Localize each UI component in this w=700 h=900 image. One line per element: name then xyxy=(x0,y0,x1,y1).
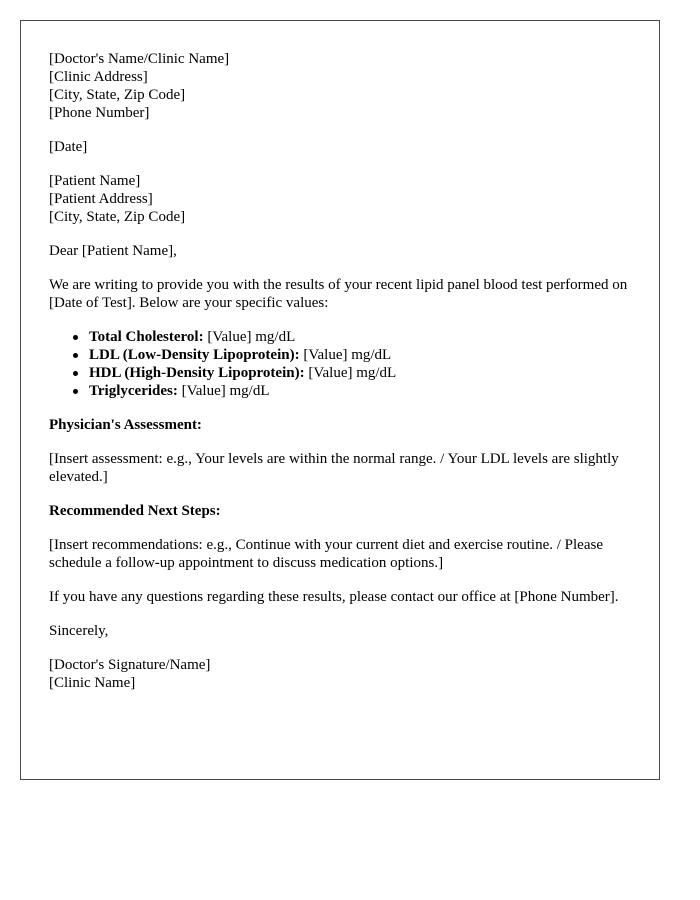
bullet-icon xyxy=(73,371,78,376)
assessment-text: [Insert assessment: e.g., Your levels are within the normal range. / Your LDL levels are slightly elevated.] xyxy=(49,451,619,485)
result-item xyxy=(89,346,629,364)
bullet-icon xyxy=(73,335,78,340)
result-label: Triglycerides: xyxy=(89,383,178,399)
result-item xyxy=(89,382,629,400)
assessment-heading: Physician's Assessment: xyxy=(49,417,202,433)
recipient-block xyxy=(49,172,629,226)
letter-frame xyxy=(20,20,660,780)
salutation: Dear [Patient Name], xyxy=(49,243,177,259)
result-value: [Value] mg/dL xyxy=(299,347,392,363)
bullet-icon xyxy=(73,389,78,394)
recipient-name: [Patient Name] xyxy=(49,173,141,189)
letter-body xyxy=(49,50,629,708)
next-steps-heading: Recommended Next Steps: xyxy=(49,503,221,519)
signature-name: [Doctor's Signature/Name] xyxy=(49,657,211,673)
sender-name: [Doctor's Name/Clinic Name] xyxy=(49,51,230,67)
sender-phone: [Phone Number] xyxy=(49,105,150,121)
contact-paragraph: If you have any questions regarding these results, please contact our office at [Phone Number]. xyxy=(49,589,619,605)
recipient-address: [Patient Address] xyxy=(49,191,153,207)
result-value: [Value] mg/dL xyxy=(177,383,270,399)
result-item xyxy=(89,328,629,346)
result-value: [Value] mg/dL xyxy=(203,329,296,345)
result-label: HDL (High-Density Lipoprotein): xyxy=(89,365,305,381)
intro-paragraph: We are writing to provide you with the results of your recent lipid panel blood test performed on [Date of Test]. Below are your specific values: xyxy=(49,277,628,311)
closing: Sincerely, xyxy=(49,623,109,639)
result-value: [Value] mg/dL xyxy=(304,365,397,381)
sender-address: [Clinic Address] xyxy=(49,69,148,85)
result-label: LDL (Low-Density Lipoprotein): xyxy=(89,347,300,363)
signature-clinic: [Clinic Name] xyxy=(49,675,136,691)
result-label: Total Cholesterol: xyxy=(89,329,204,345)
recipient-city-state-zip: [City, State, Zip Code] xyxy=(49,209,186,225)
bullet-icon xyxy=(73,353,78,358)
letter-date: [Date] xyxy=(49,139,88,155)
result-item xyxy=(89,364,629,382)
results-list xyxy=(49,328,629,400)
next-steps-text: [Insert recommendations: e.g., Continue with your current diet and exercise routine. / Please schedule a follow-up appointment to discuss medication options.] xyxy=(49,537,603,571)
sender-city-state-zip: [City, State, Zip Code] xyxy=(49,87,186,103)
signature-block xyxy=(49,656,629,692)
sender-block xyxy=(49,50,629,122)
